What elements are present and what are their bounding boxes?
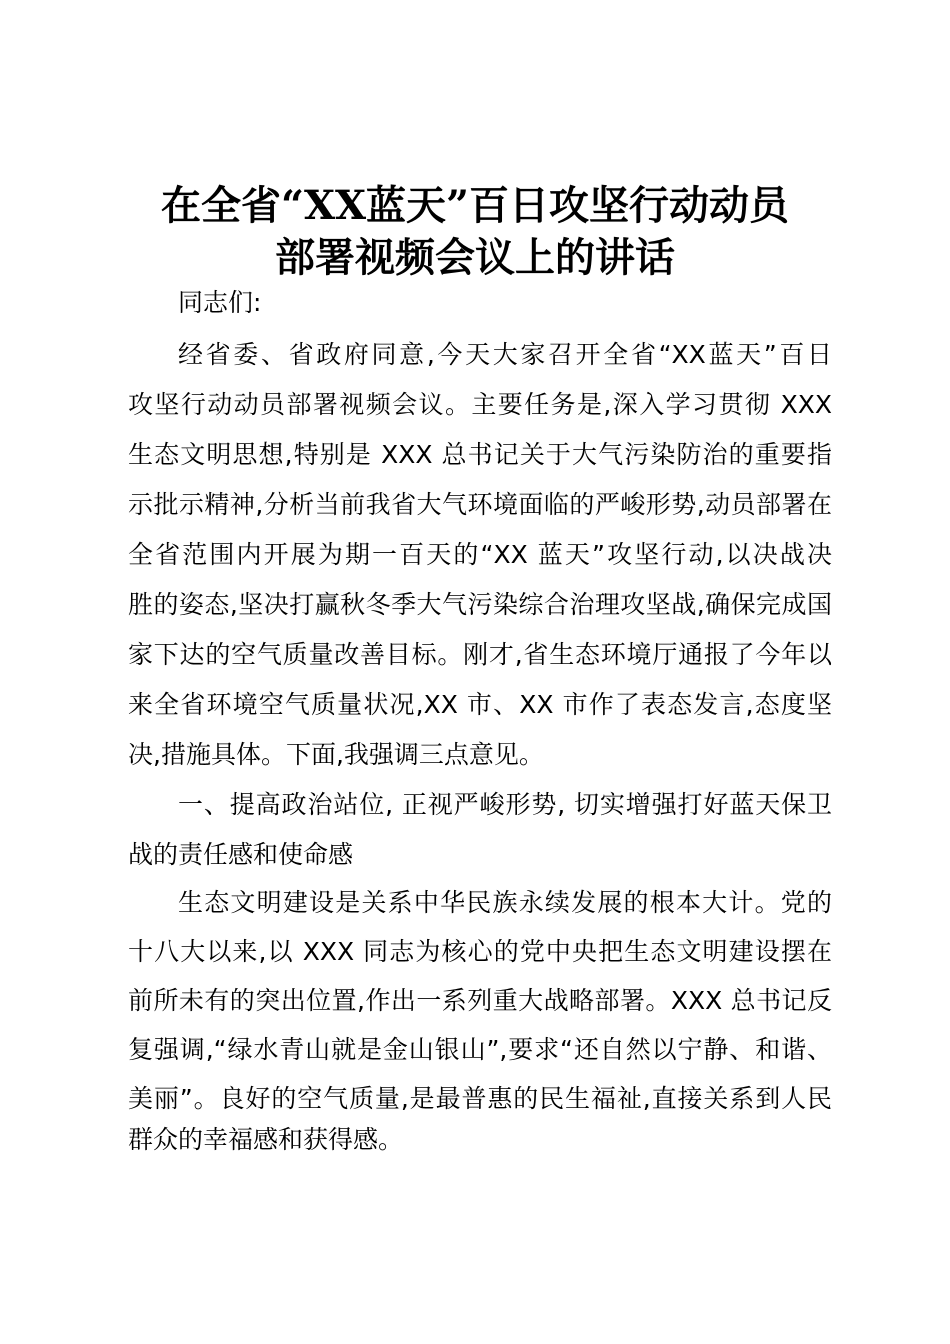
heading-line: 战的责任感和使命感 [128, 840, 354, 869]
paragraph-line: 来全省环境空气质量状况,XX 市、XX 市作了表态发言,态度坚 [128, 690, 832, 719]
salutation: 同志们: [178, 288, 262, 317]
paragraph-line: 群众的幸福感和获得感。 [128, 1125, 404, 1154]
paragraph-line: 生态文明思想,特别是 XXX 总书记关于大气污染防治的重要指 [128, 440, 832, 469]
paragraph-line: 生态文明建设是关系中华民族永续发展的根本大计。党的 [178, 888, 832, 917]
paragraph-line: 美丽”。良好的空气质量,是最普惠的民生福祉,直接关系到人民 [128, 1084, 832, 1113]
document-title-line-1: 在全省“XX蓝天”百日攻坚行动动员 [160, 182, 790, 229]
paragraph-line: 经省委、省政府同意,今天大家召开全省“XX蓝天”百日 [178, 340, 832, 369]
heading-line: 一、提高政治站位, 正视严峻形势, 切实增强打好蓝天保卫 [178, 790, 832, 819]
paragraph-line: 胜的姿态,坚决打赢秋冬季大气污染综合治理攻坚战,确保完成国 [128, 590, 832, 619]
paragraph-line: 十八大以来,以 XXX 同志为核心的党中央把生态文明建设摆在 [128, 937, 832, 966]
paragraph-line: 复强调,“绿水青山就是金山银山”,要求“还自然以宁静、和谐、 [128, 1035, 832, 1064]
paragraph-line: 示批示精神,分析当前我省大气环境面临的严峻形势,动员部署在 [128, 490, 832, 519]
paragraph-line: 家下达的空气质量改善目标。刚才,省生态环境厅通报了今年以 [128, 640, 832, 669]
paragraph-line: 前所未有的突出位置,作出一系列重大战略部署。XXX 总书记反 [128, 986, 832, 1015]
document-title-line-2: 部署视频会议上的讲话 [275, 234, 675, 281]
paragraph-line: 全省范围内开展为期一百天的“XX 蓝天”攻坚行动,以决战决 [128, 540, 832, 569]
paragraph-line: 攻坚行动动员部署视频会议。主要任务是,深入学习贯彻 XXX [128, 390, 832, 419]
paragraph-line: 决,措施具体。下面,我强调三点意见。 [128, 740, 544, 769]
